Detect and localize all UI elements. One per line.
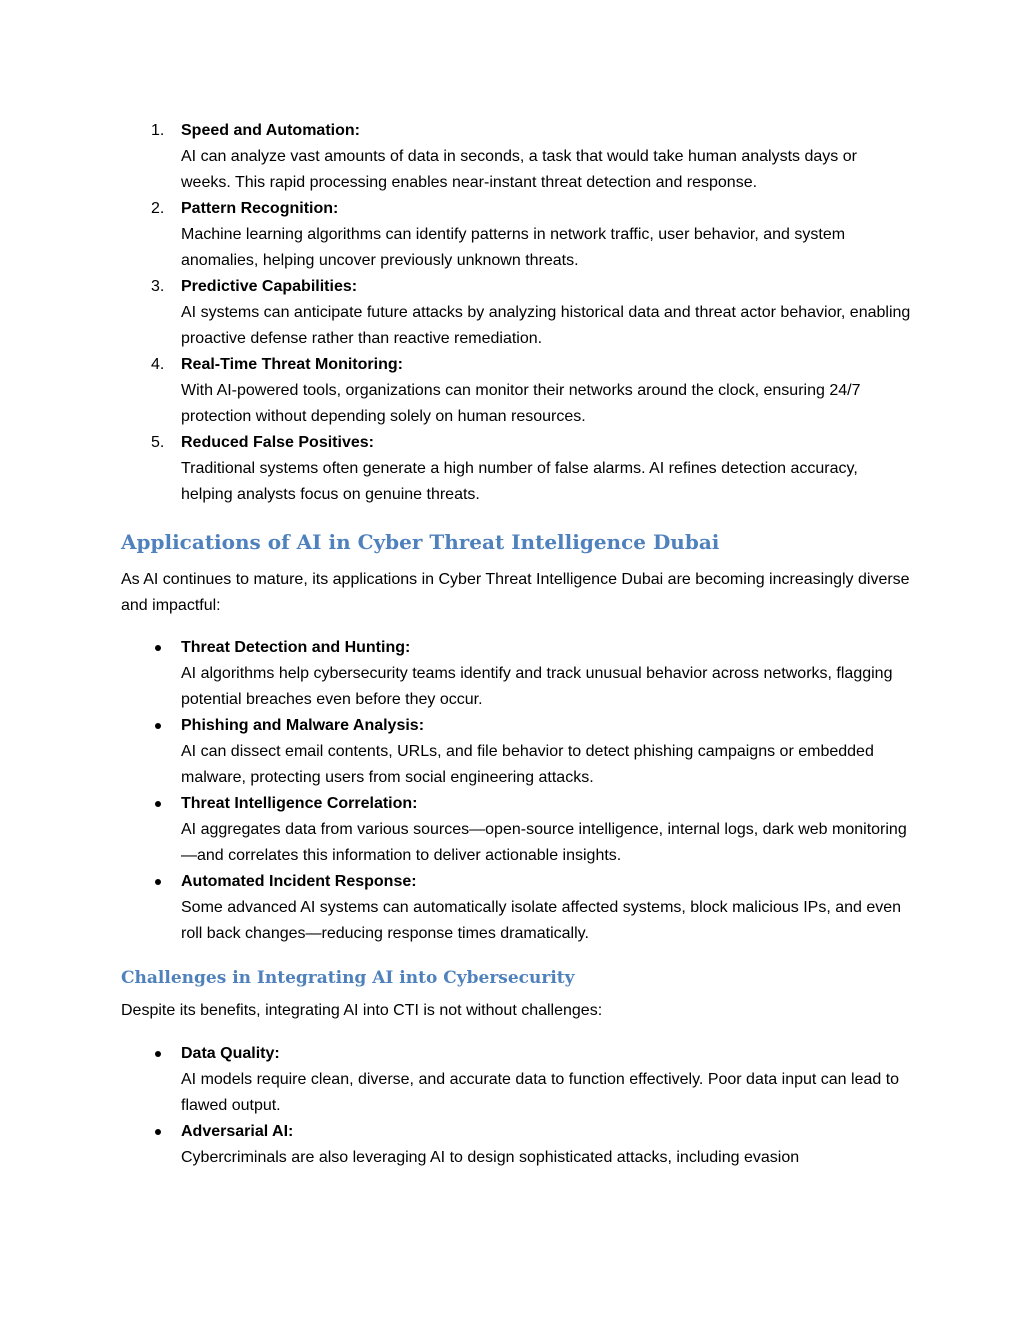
list-item [121, 713, 911, 791]
list-item-text: AI can analyze vast amounts of data in seconds, a task that would take human analysts days or weeks. This rapid processing enables near-instant threat detection and response. [181, 148, 857, 191]
list-number: 4. [151, 356, 165, 373]
list-item [121, 869, 911, 947]
list-item [121, 1119, 911, 1171]
list-item-text: Cybercriminals are also leveraging AI to design sophisticated attacks, including evasion [181, 1149, 800, 1166]
list-number: 1. [151, 122, 165, 139]
list-item-text: AI models require clean, diverse, and accurate data to function effectively. Poor data input can lead to flawed output. [181, 1071, 900, 1114]
list-item-title: Speed and Automation: [181, 122, 360, 139]
list-number: 5. [151, 434, 165, 451]
list-item [121, 791, 911, 869]
bullet-icon [155, 879, 161, 885]
bullet-icon [155, 801, 161, 807]
list-item [121, 1041, 911, 1119]
list-item-title: Threat Intelligence Correlation: [181, 795, 418, 812]
applications-bullet-list [121, 635, 911, 947]
list-item-title: Threat Detection and Hunting: [181, 639, 411, 656]
list-item-title: Reduced False Positives: [181, 434, 374, 451]
list-item [121, 274, 911, 352]
list-item [121, 118, 911, 196]
applications-intro: As AI continues to mature, its applications in Cyber Threat Intelligence Dubai are becoming increasingly diverse and impactful: [121, 571, 910, 614]
list-number: 2. [151, 200, 165, 217]
benefits-numbered-list [121, 118, 911, 508]
list-item [121, 352, 911, 430]
list-item-title: Automated Incident Response: [181, 873, 417, 890]
challenges-intro: Despite its benefits, integrating AI into CTI is not without challenges: [121, 1002, 603, 1019]
list-item-title: Pattern Recognition: [181, 200, 339, 217]
bullet-icon [155, 645, 161, 651]
list-item-title: Real-Time Threat Monitoring: [181, 356, 403, 373]
list-item-text: Some advanced AI systems can automatically isolate affected systems, block malicious IPs, and even roll back changes—reducing response times dramatically. [181, 899, 902, 942]
list-number: 3. [151, 278, 165, 295]
list-item [121, 635, 911, 713]
bullet-icon [155, 1051, 161, 1057]
list-item-title: Adversarial AI: [181, 1123, 294, 1140]
challenges-bullet-list [121, 1041, 911, 1171]
document-page [121, 118, 911, 1171]
list-item-text: AI can dissect email contents, URLs, and file behavior to detect phishing campaigns or embedded malware, protecting users from social engineering attacks. [181, 743, 874, 786]
list-item-title: Data Quality: [181, 1045, 280, 1062]
challenges-heading: Challenges in Integrating AI into Cybersecurity [121, 968, 575, 988]
list-item-text: AI aggregates data from various sources—open-source intelligence, internal logs, dark web monitoring—and correlates this information to deliver actionable insights. [181, 821, 907, 864]
list-item-title: Predictive Capabilities: [181, 278, 358, 295]
list-item [121, 196, 911, 274]
bullet-icon [155, 723, 161, 729]
bullet-icon [155, 1129, 161, 1135]
list-item-text: AI algorithms help cybersecurity teams identify and track unusual behavior across networks, flagging potential breaches even before they occur. [181, 665, 893, 708]
applications-heading: Applications of AI in Cyber Threat Intelligence Dubai [121, 530, 720, 554]
list-item-text: AI systems can anticipate future attacks by analyzing historical data and threat actor behavior, enabling proactive defense rather than reactive remediation. [181, 304, 911, 347]
list-item-title: Phishing and Malware Analysis: [181, 717, 425, 734]
list-item-text: With AI-powered tools, organizations can monitor their networks around the clock, ensuring 24/7 protection without depending solely on human resources. [181, 382, 861, 425]
list-item [121, 430, 911, 508]
list-item-text: Machine learning algorithms can identify patterns in network traffic, user behavior, and system anomalies, helping uncover previously unknown threats. [181, 226, 846, 269]
list-item-text: Traditional systems often generate a high number of false alarms. AI refines detection accuracy, helping analysts focus on genuine threats. [181, 460, 858, 503]
